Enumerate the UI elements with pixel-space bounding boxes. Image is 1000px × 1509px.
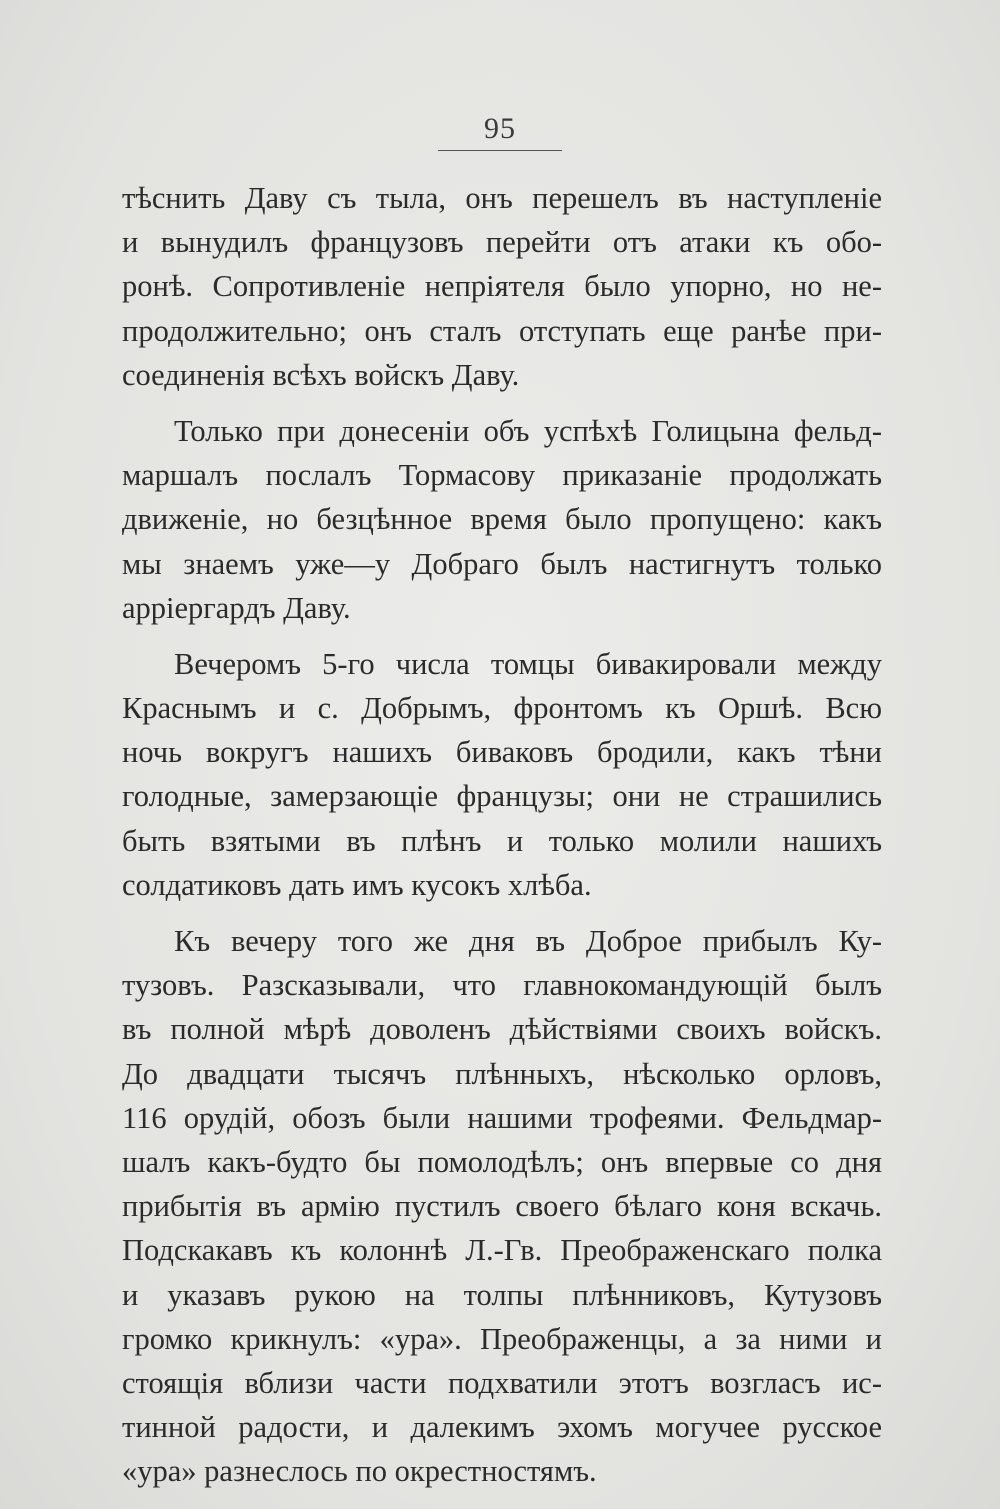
paragraph-4 — [122, 919, 882, 1493]
text-line: маршалъ послалъ Тормасову приказаніе продолжать — [122, 458, 882, 493]
text-line: «ура» разнеслось по окрестностямъ. — [122, 1454, 597, 1489]
text-line: и указавъ рукою на толпы плѣнниковъ, Кутузовъ — [122, 1277, 882, 1312]
header-rule — [438, 150, 562, 151]
text-line: мы знаемъ уже—у Добраго былъ настигнутъ только — [122, 546, 882, 581]
text-line: До двадцати тысячъ плѣнныхъ, нѣсколько орловъ, — [122, 1056, 882, 1091]
text-line: и вынудилъ французовъ перейти отъ атаки къ обо- — [122, 225, 882, 260]
text-line: Къ вечеру того же дня въ Доброе прибылъ Ку- — [174, 924, 882, 958]
text-line: тѣснить Даву съ тыла, онъ перешелъ въ наступленіе — [122, 181, 882, 215]
text-line: ронѣ. Сопротивленіе непріятеля было упорно, но не- — [122, 269, 882, 304]
paragraph-2 — [122, 409, 882, 630]
text-line: прибытія въ армію пустилъ своего бѣлаго коня вскачь. — [122, 1189, 882, 1224]
text-line: Вечеромъ 5-го числа томцы бивакировали между — [174, 646, 882, 681]
text-line: 116 орудій, обозъ были нашими трофеями. Фельдмар- — [122, 1100, 882, 1135]
text-line: стоящія вблизи части подхватили этотъ возгласъ ис- — [122, 1365, 882, 1400]
text-line: соединенія всѣхъ войскъ Даву. — [122, 357, 520, 392]
text-line: солдатиковъ дать имъ кусокъ хлѣба. — [122, 867, 592, 902]
text-line: тузовъ. Разсказывали, что главнокомандующій былъ — [122, 968, 882, 1003]
text-line: арріергардъ Даву. — [122, 590, 351, 625]
text-line: Только при донесеніи объ успѣхѣ Голицына фельд- — [174, 413, 882, 448]
body-text — [122, 176, 882, 1505]
text-line: ночь вокругъ нашихъ биваковъ бродили, какъ тѣни — [122, 735, 882, 770]
text-line: Краснымъ и с. Добрымъ, фронтомъ къ Оршѣ. Всю — [122, 691, 882, 726]
text-line: шалъ какъ-будто бы помолодѣлъ; онъ впервые со дня — [122, 1144, 882, 1179]
paragraph-3 — [122, 642, 882, 907]
text-line: продолжительно; онъ сталъ отступать еще ранѣе при- — [122, 313, 882, 348]
text-line: въ полной мѣрѣ доволенъ дѣйствіями своихъ войскъ. — [122, 1012, 882, 1047]
text-line: Подскакавъ къ колоннѣ Л.-Гв. Преображенскаго полка — [122, 1233, 882, 1268]
text-line: громко крикнулъ: «ура». Преображенцы, а за ними и — [122, 1321, 882, 1356]
paragraph-1 — [122, 176, 882, 397]
text-line: тинной радости, и далекимъ эхомъ могучее русское — [122, 1410, 882, 1445]
text-line: быть взятыми въ плѣнъ и только молили нашихъ — [122, 823, 882, 858]
text-line: голодные, замерзающіе французы; они не страшились — [122, 779, 882, 814]
text-line: движеніе, но безцѣнное время было пропущено: какъ — [122, 502, 882, 537]
page-number: 95 — [484, 112, 516, 145]
